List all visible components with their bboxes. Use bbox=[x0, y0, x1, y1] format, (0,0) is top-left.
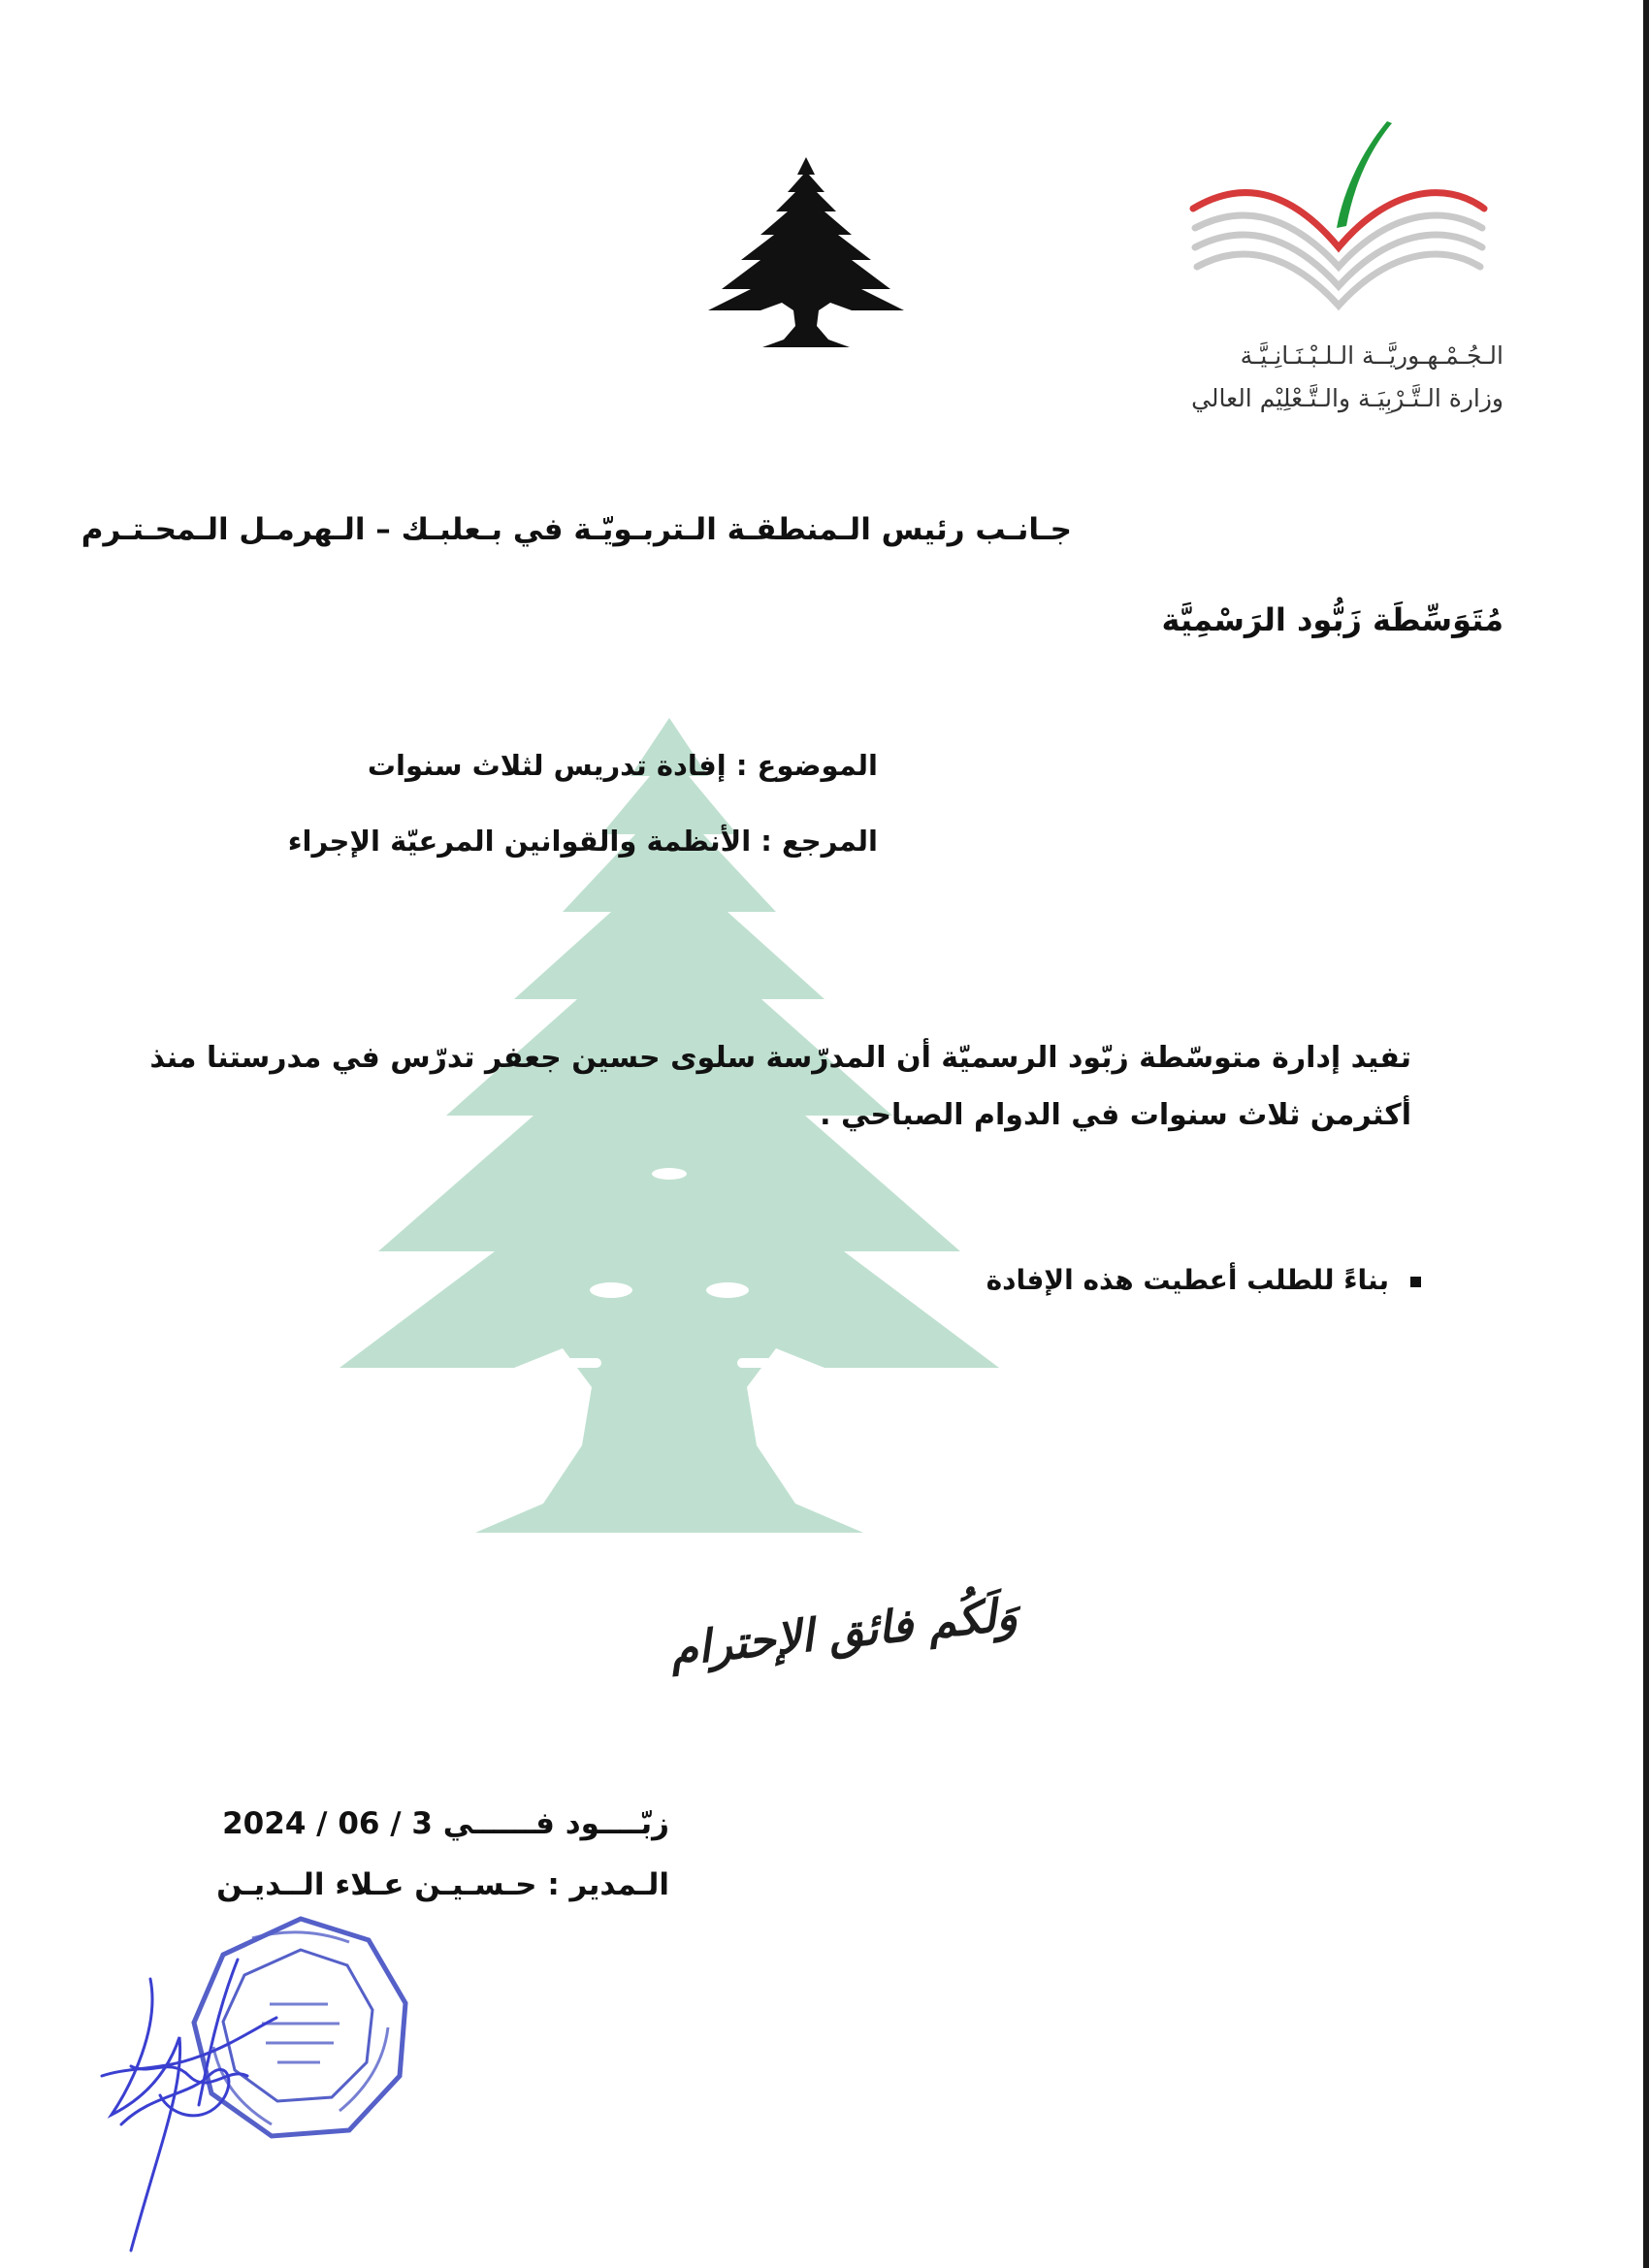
director-line: الـمدير : حـسـيـن عـلاء الــديـن bbox=[216, 1867, 669, 1902]
reference-line: المرجع : الأنظمة والقوانين المرعيّة الإجراء bbox=[287, 825, 878, 858]
closing-salutation: وَلَكُم فائق الإحترام bbox=[667, 1587, 1020, 1676]
open-book-logo bbox=[1183, 112, 1494, 335]
date-line: زبّــــود فــــــي 3 / 06 / 2024 bbox=[222, 1806, 669, 1841]
body-line-1: تفيد إدارة متوسّطة زبّود الرسميّة أن المدرّسة سلوى حسين جعفر تدرّس في مدرستنا منذ bbox=[149, 1041, 1411, 1075]
bullet-item bbox=[986, 1264, 1421, 1296]
subject-line: الموضوع : إفادة تدريس لثلاث سنوات bbox=[367, 749, 878, 782]
body-line-2: أكثرمن ثلاث سنوات في الدوام الصباحي . bbox=[820, 1098, 1411, 1132]
addressee: جـانـب رئيس الـمنطقـة الـتربـويّـة في بـعلبـك – الـهرمـل الـمحـتـرم bbox=[81, 512, 1072, 547]
ministry-republic-line: الـجُـمْـهـوريَّــة الـلـبْـنَـانِـيَّـة bbox=[1240, 341, 1504, 370]
handwritten-signature bbox=[92, 1950, 286, 2260]
school-name: مُتَوَسِّطَة زَبُّود الرَسْمِيَّة bbox=[1161, 601, 1504, 638]
ministry-name-line: وزارة الـتَّـرْبِيَـة والـتَّـعْلِيْم العالي bbox=[1191, 384, 1504, 412]
cedar-tree-icon bbox=[706, 155, 906, 349]
bullet-text: بناءً للطلب أعطيت هذه الإفادة bbox=[986, 1264, 1389, 1296]
scan-edge bbox=[1643, 0, 1649, 2268]
bullet-square-icon bbox=[1410, 1277, 1421, 1287]
